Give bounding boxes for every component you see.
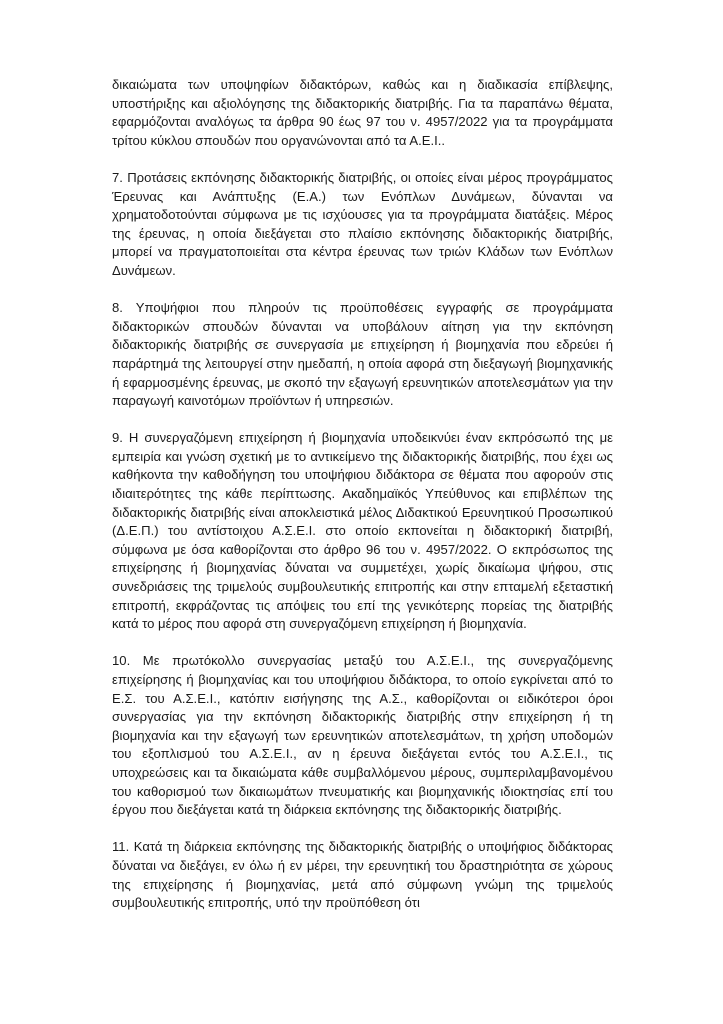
paragraph-8: 8. Υποψήφιοι που πληρούν τις προϋποθέσεις εγγραφής σε προγράμματα διδακτορικών σπουδών δύνανται να υποβάλουν αίτηση για την εκπόνηση διδακτορικής διατριβής σε συνεργασία με επιχείρηση ή βιομηχανία που εδρεύει ή παράρτημά της λειτουργεί στην ημεδαπή, η οποία αφορά στη διεξαγωγή βιομηχανικής ή εφαρμοσμένης έρευνας, με σκοπό την εξαγωγή ερευνητικών αποτελεσμάτων για την παραγωγή καινοτόμων προϊόντων ή υπηρεσιών. [112, 300, 613, 409]
paragraph-continuation: δικαιώματα των υποψηφίων διδακτόρων, καθώς και η διαδικασία επίβλεψης, υποστήριξης και αξιολόγησης της διδακτορικής διατριβής. Για τα παραπάνω θέματα, εφαρμόζονται αναλόγως τα άρθρα 90 έως 97 του ν. 4957/2022 για τα προγράμματα τρίτου κύκλου σπουδών που οργανώνονται από τα Α.Ε.Ι.. [112, 77, 613, 148]
paragraph-9: 9. Η συνεργαζόμενη επιχείρηση ή βιομηχανία υποδεικνύει έναν εκπρόσωπό της με εμπειρία και γνώση σχετική με το αντικείμενο της διδακτορικής διατριβής, που έχει ως καθήκοντα την καθοδήγηση του υποψήφιου διδάκτορα σε θέματα που αφορούν στις ιδιαιτερότητες της κάθε περίπτωσης. Ακαδημαϊκός Υπεύθυνος και επιβλέπων της διδακτορικής διατριβής είναι αποκλειστικά μέλος Διδακτικού Ερευνητικού Προσωπικού (Δ.Ε.Π.) του αντίστοιχου Α.Σ.Ε.Ι. στο οποίο εκπονείται η διδακτορική διατριβή, σύμφωνα με όσα καθορίζονται στο άρθρο 96 του ν. 4957/2022. Ο εκπρόσωπος της επιχείρησης ή βιομηχανίας δύναται να συμμετέχει, χωρίς δικαίωμα ψήφου, στις συνεδριάσεις της τριμελούς συμβουλευτικής επιτροπής και στην επταμελή εξεταστική επιτροπή, εκφράζοντας τις απόψεις του επί της γενικότερης πορείας της διατριβής κατά το μέρος που αφορά στη συνεργαζόμενη επιχείρηση ή βιομηχανία. [112, 430, 613, 632]
paragraph-11: 11. Κατά τη διάρκεια εκπόνησης της διδακτορικής διατριβής ο υποψήφιος διδάκτορας δύναται να διεξάγει, εν όλω ή εν μέρει, την ερευνητική του δραστηριότητα σε χώρους της επιχείρησης ή βιομηχανίας, μετά από σύμφωνη γνώμη της τριμελούς συμβουλευτικής επιτροπής, υπό την προϋπόθεση ότι [112, 839, 613, 911]
document-page [112, 76, 613, 913]
paragraph-7: 7. Προτάσεις εκπόνησης διδακτορικής διατριβής, οι οποίες είναι μέρος προγράμματος Έρευνας και Ανάπτυξης (Ε.Α.) των Ενόπλων Δυνάμεων, δύνανται να χρηματοδοτούνται σύμφωνα με τις ισχύουσες για τα προγράμματα διατάξεις. Μέρος της έρευνας, η οποία διεξάγεται στο πλαίσιο εκπόνησης διδακτορικής διατριβής, μπορεί να πραγματοποιείται στα κέντρα έρευνας των τριών Κλάδων των Ενόπλων Δυνάμεων. [112, 169, 613, 278]
paragraph-10: 10. Με πρωτόκολλο συνεργασίας μεταξύ του Α.Σ.Ε.Ι., της συνεργαζόμενης επιχείρησης ή βιομηχανίας και του υποψήφιου διδάκτορα, το οποίο εγκρίνεται από το Ε.Σ. του Α.Σ.Ε.Ι., κατόπιν εισήγησης της Α.Σ., καθορίζονται οι ειδικότεροι όροι συνεργασίας για την εκπόνηση διδακτορικής διατριβής στην επιχείρηση ή τη βιομηχανία και την εξαγωγή των ερευνητικών αποτελεσμάτων, τη χρήση υποδομών του εξοπλισμού του Α.Σ.Ε.Ι., αν η έρευνα διεξάγεται εντός του Α.Σ.Ε.Ι., τις υποχρεώσεις και τα δικαιώματα κάθε συμβαλλόμενου μέρους, συμπεριλαμβανομένου του καθορισμού των δικαιωμάτων πνευματικής και βιομηχανικής ιδιοκτησίας επί του έργου που διεξάγεται κατά τη διάρκεια εκπόνησης της διδακτορικής διατριβής. [112, 653, 613, 818]
